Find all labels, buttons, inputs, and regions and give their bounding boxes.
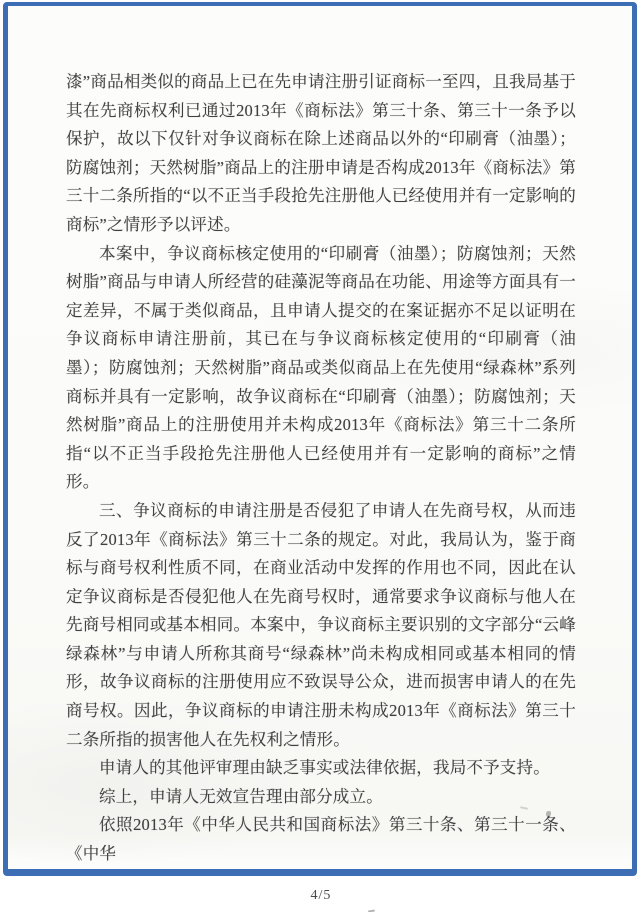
paragraph: 本案中，争议商标核定使用的“印刷膏（油墨）；防腐蚀剂；天然树脂”商品与申请人所经营的硅藻泥等商品在功能、用途等方面具有一定差异，不属于类似商品，且申请人提交的在案证据亦不足以证明在争议商标申请注册前，其已在与争议商标核定使用的“印刷膏（油墨）；防腐蚀剂；天然树脂”商品或类似商品上在先使用“绿森林”系列商标并具有一定影响，故争议商标在“印刷膏（油墨）；防腐蚀剂；天然树脂”商品上的注册使用并未构成2013年《商标法》第三十二条所指“以不正当手段抢先注册他人已经使用并有一定影响的商标”之情形。 — [66, 240, 576, 497]
paragraph: 三、争议商标的申请注册是否侵犯了申请人在先商号权，从而违反了2013年《商标法》第三十二条的规定。对此，我局认为，鉴于商标与商号权利性质不同，在商业活动中发挥的作用也不同，因此在认定争议商标是否侵犯他人在先商号权时，通常要求争议商标与他人在先商号相同或基本相同。本案中，争议商标主要识别的文字部分“云峰绿森林”与申请人所称其商号“绿森林”尚未构成相同或基本相同的情形，故争议商标的注册使用应不致误导公众，进而损害申请人的在先商号权。因此，争议商标的申请注册未构成2013年《商标法》第三十二条所指的损害他人在先权利之情形。 — [66, 497, 576, 754]
page-footer — [66, 886, 576, 904]
paragraph: 依照2013年《中华人民共和国商标法》第三十条、第三十一条、《中华 — [66, 811, 576, 868]
document-page — [8, 6, 632, 869]
paragraph: 综上，申请人无效宣告理由部分成立。 — [66, 783, 576, 812]
paragraph: 漆”商品相类似的商品上已在先申请注册引证商标一至四，且我局基于其在先商标权利已通过2013年《商标法》第三十条、第三十一条予以保护，故以下仅针对争议商标在除上述商品以外的“印刷膏（油墨）；防腐蚀剂；天然树脂”商品上的注册申请是否构成2013年《商标法》第三十二条所指的“以不正当手段抢先注册他人已经使用并有一定影响的商标”之情形予以评述。 — [66, 68, 576, 240]
page-frame — [3, 2, 637, 876]
paragraph: 申请人的其他评审理由缺乏事实或法律依据，我局不予支持。 — [66, 754, 576, 783]
document-body — [66, 68, 576, 869]
page-number: 4/5 — [311, 888, 332, 904]
